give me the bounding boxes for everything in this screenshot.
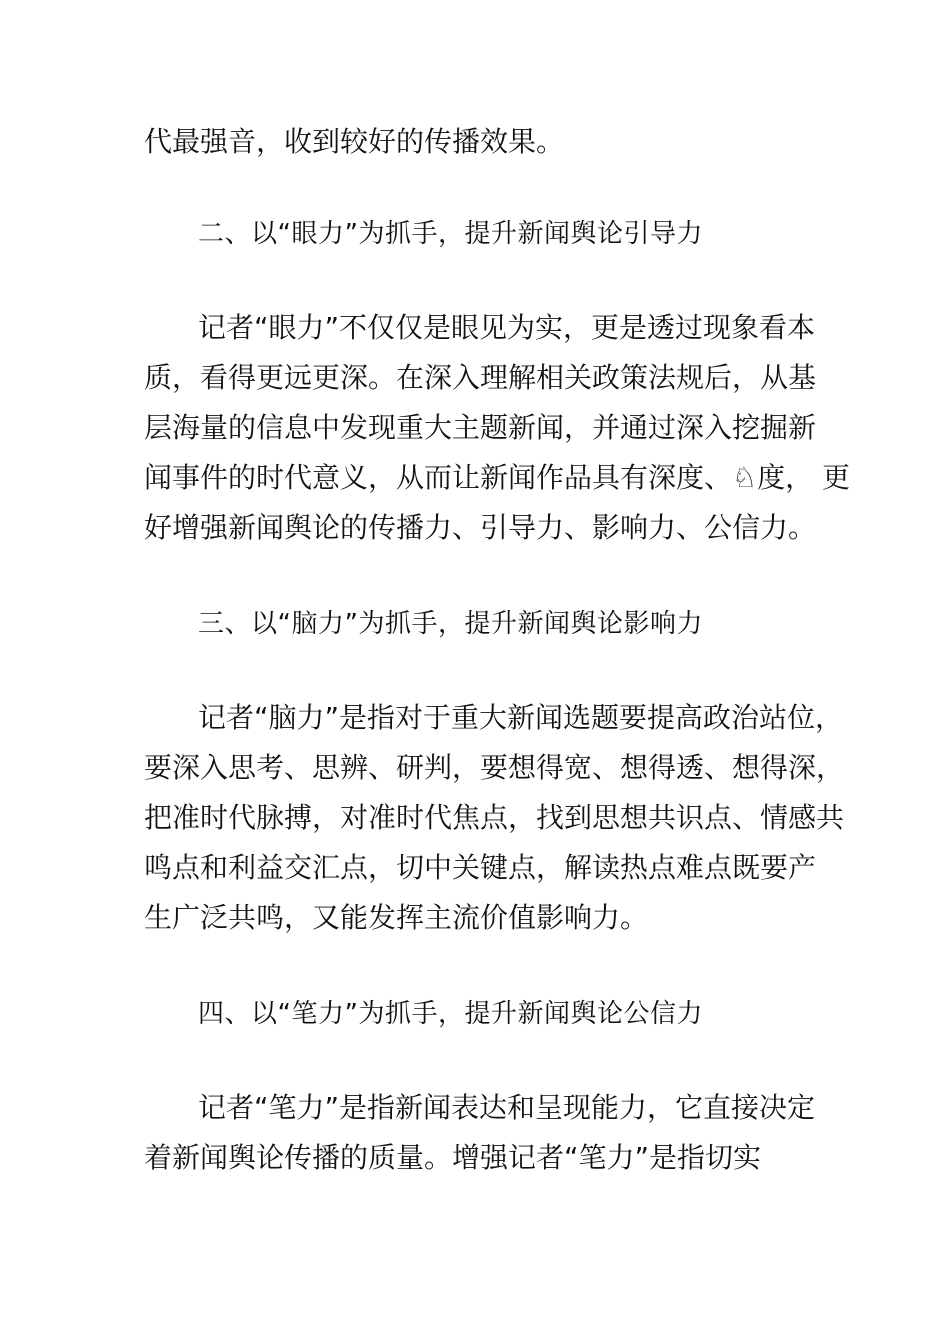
- paragraph-line: 把准时代脉搏，对准时代焦点，找到思想共识点、情感共: [144, 801, 845, 834]
- paragraph-line: 代最强音，收到较好的传播效果。: [144, 125, 565, 158]
- paragraph-line: 生广泛共鸣，又能发挥主流价值影响力。: [144, 901, 649, 934]
- paragraph-line: 记者“脑力”是指对于重大新闻选题要提高政治站位，: [198, 701, 844, 734]
- paragraph-line: 记者“笔力”是指新闻表达和呈现能力，它直接决定: [198, 1091, 816, 1124]
- paragraph-line: 好增强新闻舆论的传播力、引导力、影响力、公信力。: [144, 511, 817, 544]
- paragraph-line: 要深入思考、思辨、研判，要想得宽、想得透、想得深，: [144, 751, 845, 784]
- section-heading: 四、以“笔力”为抓手，提升新闻舆论公信力: [198, 999, 703, 1029]
- paragraph-line: 层海量的信息中发现重大主题新闻，并通过深入挖掘新: [144, 411, 817, 444]
- section-heading: 二、以“眼力”为抓手，提升新闻舆论引导力: [198, 219, 703, 249]
- paragraph-line: 着新闻舆论传播的质量。增强记者“笔力”是指切实: [144, 1141, 762, 1174]
- section-heading: 三、以“脑力”为抓手，提升新闻舆论影响力: [198, 609, 703, 639]
- paragraph-line: 质，看得更远更深。在深入理解相关政策法规后，从基: [144, 361, 817, 394]
- paragraph-line: 记者“眼力”不仅仅是眼见为实，更是透过现象看本: [198, 311, 816, 344]
- paragraph-line: 鸣点和利益交汇点，切中关键点，解读热点难点既要产: [144, 851, 817, 884]
- paragraph-line: 闻事件的时代意义，从而让新闻作品具有深度、♘度， 更: [144, 461, 851, 494]
